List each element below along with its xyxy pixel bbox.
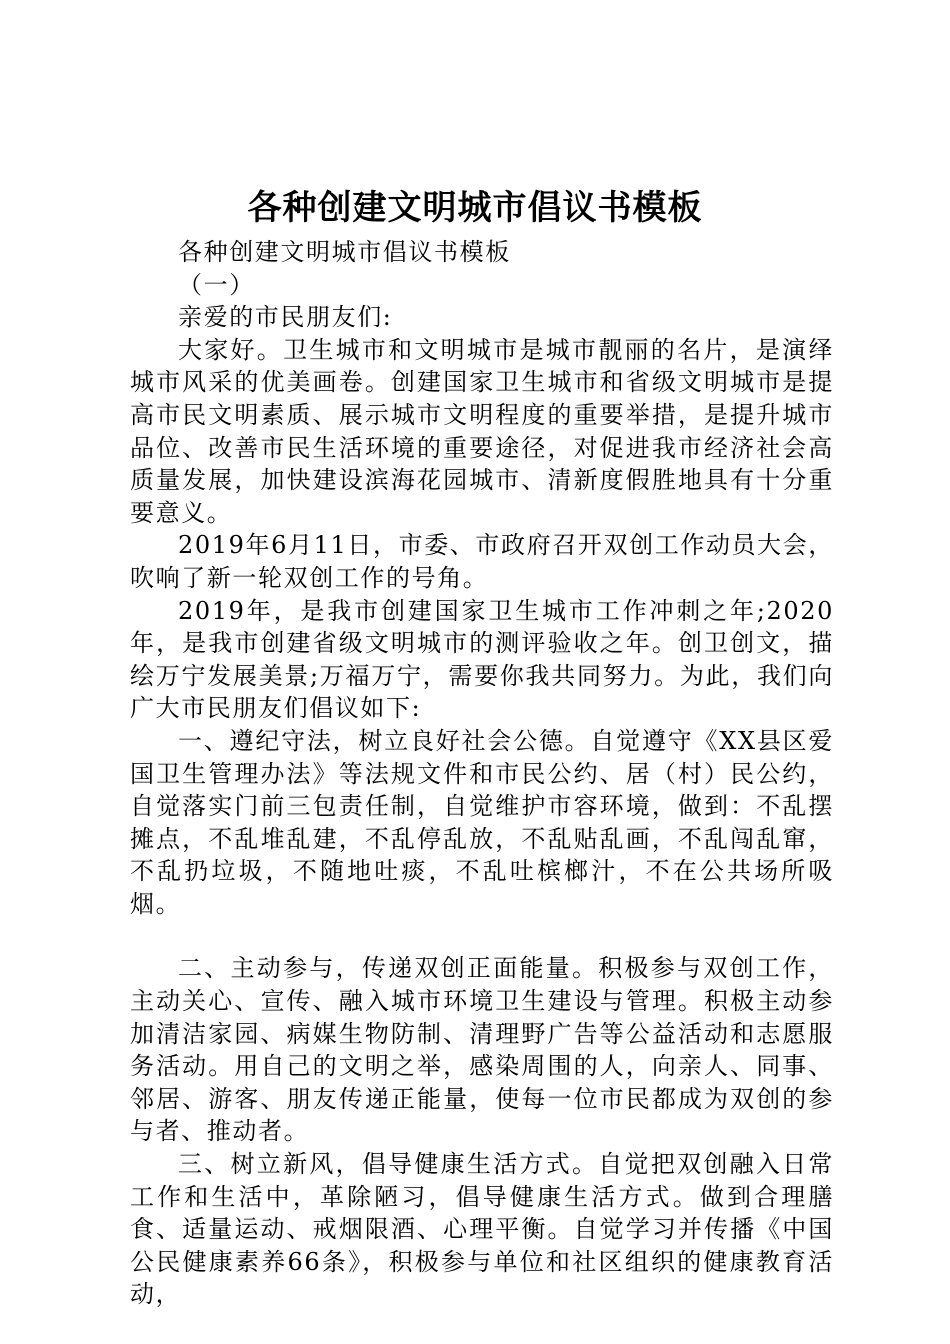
paragraph-section-number: （一） [178, 270, 255, 299]
paragraph-greeting: 大家好。卫生城市和文明城市是城市靓丽的名片，是演绎城市风采的优美画卷。创建国家卫生城市和省级文明城市是提高市民文明素质、展示城市文明程度的重要举措，是提升城市品位、改善市民生活环境的重要途径，对促进我市经济社会高质量发展，加快建设滨海花园城市、清新度假胜地具有十分重要意义。 [130, 335, 834, 527]
paragraph-meeting: 2019年6月11日，市委、市政府召开双创工作动员大会，吹响了新一轮双创工作的号角。 [130, 531, 834, 592]
paragraph-proposal-2: 二、主动参与，传递双创正面能量。积极参与双创工作，主动关心、宣传、融入城市环境卫生建设与管理。积极主动参加清洁家园、病媒生物防制、清理野广告等公益活动和志愿服务活动。用自己的文明之举，感染周围的人，向亲人、同事、邻居、游客、朋友传递正能量，使每一位市民都成为双创的参与者、推动者。 [130, 954, 834, 1146]
paragraph-proposal-1: 一、遵纪守法，树立良好社会公德。自觉遵守《XX县区爱国卫生管理办法》等法规文件和市民公约、居（村）民公约，自觉落实门前三包责任制，自觉维护市容环境，做到：不乱摆摊点，不乱堆乱建，不乱停乱放，不乱贴乱画，不乱闯乱窜，不乱扔垃圾，不随地吐痰，不乱吐槟榔汁，不在公共场所吸烟。 [130, 726, 834, 918]
document-title: 各种创建文明城市倡议书模板 [247, 188, 703, 228]
document-body [130, 236, 834, 1311]
paragraph-goals: 2019年，是我市创建国家卫生城市工作冲刺之年;2020年，是我市创建省级文明城市的测评验收之年。创卫创文，描绘万宁发展美景;万福万宁，需要你我共同努力。为此，我们向广大市民朋友们倡议如下: [130, 596, 834, 723]
paragraph-subtitle: 各种创建文明城市倡议书模板 [178, 238, 511, 266]
paragraph-proposal-3: 三、树立新风，倡导健康生活方式。自觉把双创融入日常工作和生活中，革除陋习，倡导健康生活方式。做到合理膳食、适量运动、戒烟限酒、心理平衡。自觉学习并传播《中国公民健康素养66条》，积极参与单位和社区组织的健康教育活动， [130, 1150, 834, 1309]
paragraph-salutation: 亲爱的市民朋友们: [178, 303, 393, 332]
